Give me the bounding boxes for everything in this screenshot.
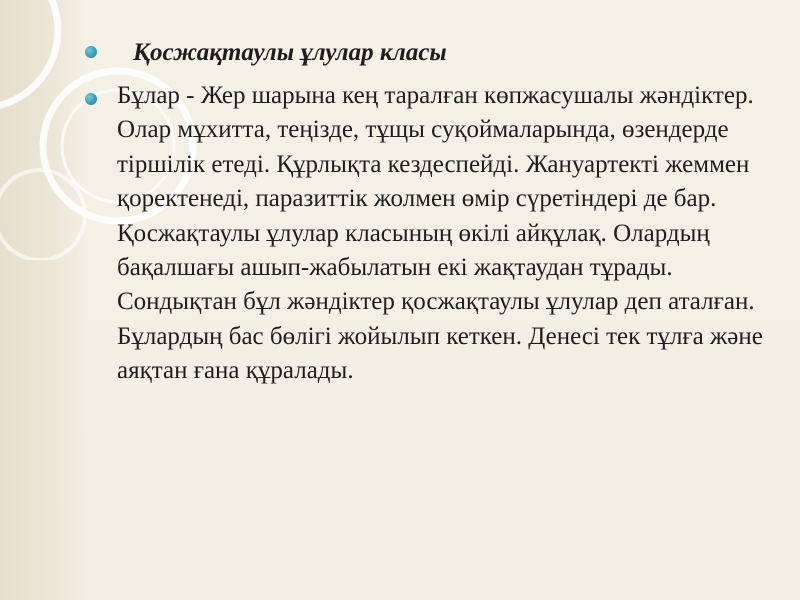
circle-bullet-icon — [85, 46, 97, 58]
slide-title: Қосжақтаулы ұлулар класы — [133, 39, 447, 66]
content-list — [85, 34, 775, 389]
slide-body-text: Бұлар - Жер шарына кең таралған көпжасушалы жәндіктер. Олар мұхитта, теңізде, тұщы суқоймаларында, өзендерде тіршілік етеді. Құрлықта кездеспейді. Жануартекті жеммен қоректенеді, паразиттік жолмен өмір сүретіндері де бар. Қосжақтаулы ұлулар класының өкілі айқұлақ. Олардың бақалшағы ашып-жабылатын екі жақтаудан тұрады. Сондықтан бұл жәндіктер қосжақтаулы ұлулар деп аталған. Бұлардың бас бөлігі жойылып кеткен. Денесі тек тұлға және аяқтан ғана құралады. — [117, 82, 763, 385]
bullet-title-row — [85, 34, 775, 72]
bullet-body-row — [85, 79, 775, 389]
circle-bullet-icon — [85, 93, 97, 105]
